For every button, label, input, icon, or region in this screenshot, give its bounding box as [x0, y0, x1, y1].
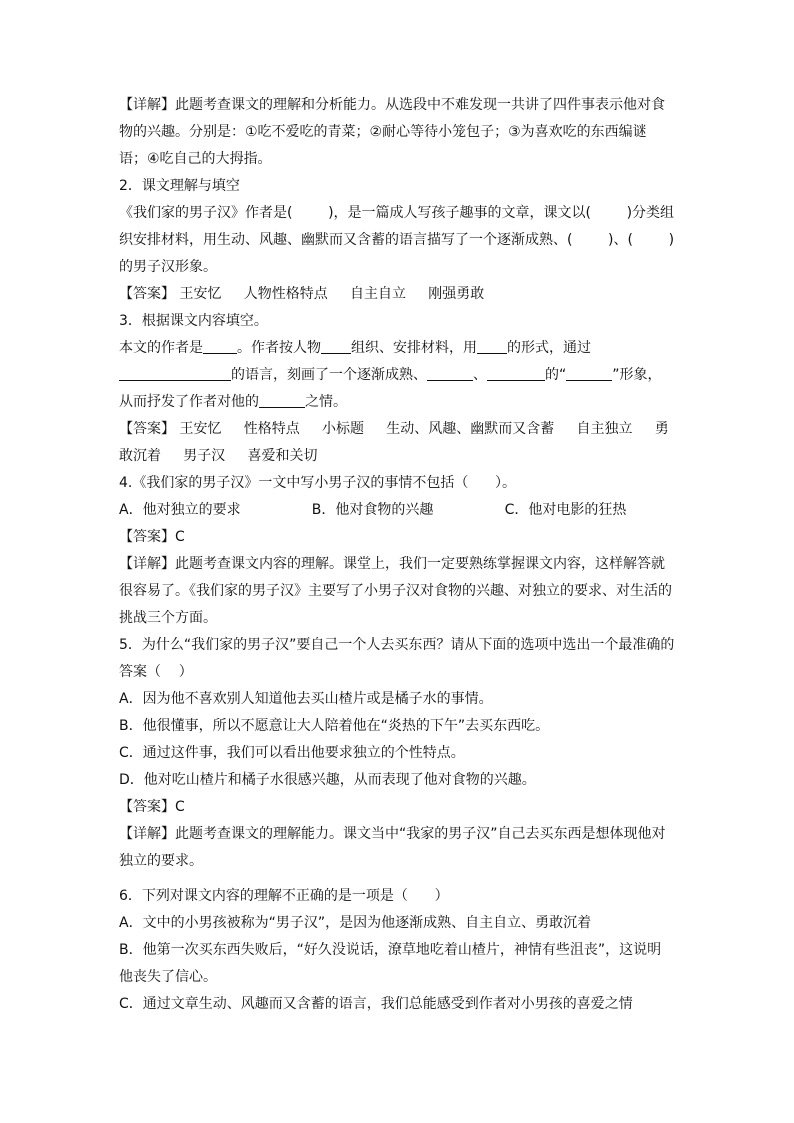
fill-blank-line [119, 389, 679, 416]
option-line: A．因为他不喜欢别人知道他去买山楂片或是橘子水的事情。 [119, 691, 493, 707]
question-heading: 答案（ ） [119, 664, 193, 680]
text-segment: 之情。 [305, 394, 347, 410]
question-heading: 6．下列对课文内容的理解不正确的是一项是（ ） [119, 888, 449, 904]
explanation-line: 【详解】此题考查课文内容的理解。课堂上，我们一定要熟练掌握课文内容，这样解答就 [119, 556, 665, 572]
blank-underline [119, 365, 231, 381]
answer-line: 【答案】C [119, 529, 185, 545]
fill-blank-line [119, 335, 679, 362]
question-heading: 2．课文理解与填空 [119, 178, 240, 194]
option-line: A．文中的小男孩被称为“男子汉”，是因为他逐渐成熟、自主自立、勇敢沉着 [119, 915, 592, 931]
text-segment: 的语言，刻画了一个逐渐成熟、 [231, 367, 427, 383]
text-line: 【详解】此题考查课文的理解和分析能力。从选段中不难发现一共讲了四件事表示他对食 [119, 97, 665, 113]
spacer [119, 875, 679, 883]
option-line: D．他对吃山楂片和橘子水很感兴趣，从而表现了他对食物的兴趣。 [119, 772, 536, 788]
option-line: C．通过这件事，我们可以看出他要求独立的个性特点。 [119, 745, 465, 761]
text-segment: 。作者按人物 [237, 340, 321, 356]
explanation-line: 独立的要求。 [119, 853, 203, 869]
blank-underline [259, 392, 305, 408]
answer-line: 【答案】C [119, 799, 185, 815]
document-body [119, 92, 679, 1018]
text-segment: ”形象， [612, 367, 662, 383]
option-line: A．他对独立的要求 B．他对食物的兴趣 C．他对电影的狂热 [119, 502, 627, 518]
blank-underline [427, 365, 473, 381]
blank-underline [477, 338, 507, 354]
option-line: B．他第一次买东西失败后，“好久没说话，潦草地吃着山楂片，神情有些沮丧”，这说明 [119, 942, 662, 958]
option-line: C．通过文章生动、风趣而又含蓄的语言，我们总能感受到作者对小男孩的喜爱之情 [119, 996, 633, 1012]
question-heading: 3．根据课文内容填空。 [119, 313, 268, 329]
text-segment: 组织、安排材料，用 [351, 340, 477, 356]
answer-line: 敢沉着 男子汉 喜爱和关切 [119, 448, 318, 464]
option-line: B．他很懂事，所以不愿意让大人陪着他在“炎热的下午”去买东西吃。 [119, 718, 550, 734]
answer-line: 【答案】 王安忆 性格特点 小标题 生动、风趣、幽默而又含蓄 自主独立 勇 [119, 421, 669, 437]
text-segment: 的形式，通过 [507, 340, 591, 356]
option-line: 他丧失了信心。 [119, 969, 217, 985]
answer-line: 【答案】 王安忆 人物性格特点 自主自立 刚强勇敢 [119, 286, 485, 302]
blank-underline [566, 365, 612, 381]
text-line: 物的兴趣。分别是：①吃不爱吃的青菜；②耐心等待小笼包子；③为喜欢吃的东西编谜 [119, 124, 647, 140]
blank-underline [487, 365, 545, 381]
text-segment: 的“ [545, 367, 567, 383]
fill-blank-line [119, 362, 679, 389]
blank-underline [203, 338, 237, 354]
text-segment: 、 [473, 367, 487, 383]
blank-underline [321, 338, 351, 354]
explanation-line: 很容易了。《我们家的男子汉》主要写了小男子汉对食物的兴趣、对独立的要求、对生活的 [119, 583, 672, 599]
text-segment: 本文的作者是 [119, 340, 203, 356]
text-line: 的男子汉形象。 [119, 259, 217, 275]
text-line: 《我们家的男子汉》作者是( )，是一篇成人写孩子趣事的文章，课文以( )分类组 [119, 205, 675, 221]
question-heading: 4.《我们家的男子汉》一文中写小男子汉的事情不包括（ ）。 [119, 475, 517, 491]
text-line: 语；④吃自己的大拇指。 [119, 151, 272, 167]
question-heading: 5．为什么“我们家的男子汉”要自己一个人去买东西？请从下面的选项中选出一个最准确的 [119, 637, 675, 653]
text-segment: 从而抒发了作者对他的 [119, 394, 259, 410]
explanation-line: 挑战三个方面。 [119, 610, 217, 626]
explanation-line: 【详解】此题考查课文的理解能力。课文当中“我家的男子汉”自己去买东西是想体现他对 [119, 826, 666, 842]
text-line: 织安排材料，用生动、风趣、幽默而又含蓄的语言描写了一个逐渐成熟、( )、( ) [119, 232, 675, 248]
